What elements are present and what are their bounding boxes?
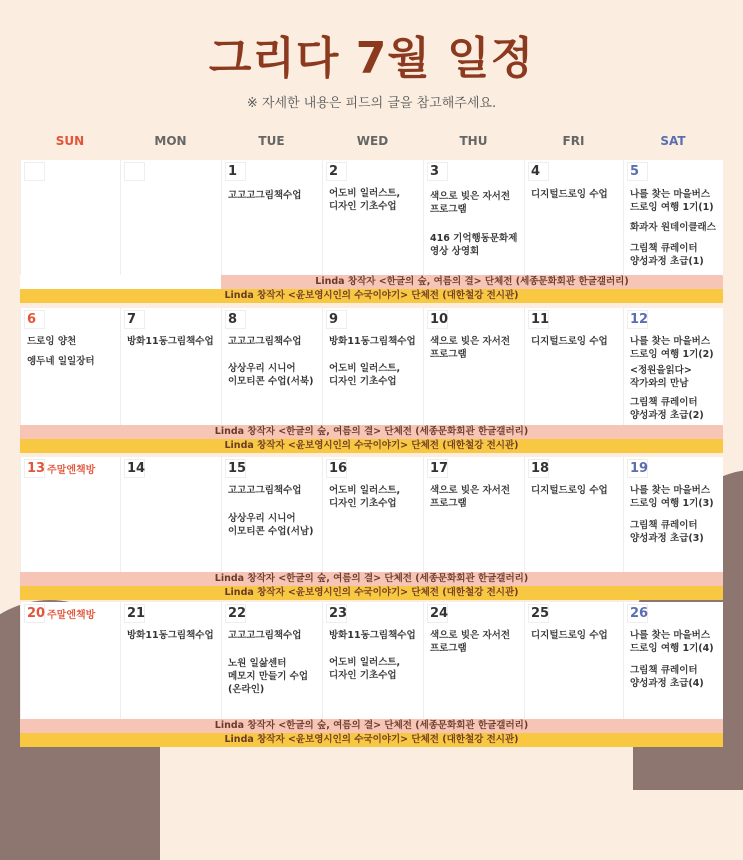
day-number: 13 <box>24 459 45 478</box>
day-tag: 주말엔책방 <box>47 610 96 621</box>
day-tag: 주말엔책방 <box>47 465 96 476</box>
exhibition-banner-pink[interactable]: Linda 창작자 <한글의 숲, 여름의 결> 단체전 (세종문화회관 한글갤러리) <box>20 572 723 586</box>
page-subtitle: ※ 자세한 내용은 피드의 글을 참고해주세요. <box>246 96 497 111</box>
calendar-day-cell[interactable] <box>322 160 424 275</box>
day-number: 17 <box>427 459 448 478</box>
event-item[interactable]: 디지털드로잉 수업 <box>531 189 608 200</box>
calendar-day-cell[interactable] <box>524 602 624 719</box>
event-item[interactable]: <정원을읽다> 작가와의 만남 <box>630 365 692 389</box>
day-number: 2 <box>326 162 347 181</box>
event-item[interactable]: 고고고그림책수업 <box>228 485 302 496</box>
calendar-day-cell[interactable] <box>221 457 323 572</box>
calendar-day-cell[interactable] <box>120 457 222 572</box>
event-item[interactable]: 그림책 큐레이터 양성과정 초급(1) <box>630 243 704 267</box>
calendar-week <box>20 308 723 453</box>
calendar-day-cell[interactable] <box>221 160 323 275</box>
event-item[interactable]: 그림책 큐레이터 양성과정 초급(3) <box>630 520 704 544</box>
calendar-day-cell[interactable] <box>20 160 121 275</box>
event-item[interactable]: 그림책 큐레이터 양성과정 초급(4) <box>630 665 704 689</box>
day-number: 5 <box>627 162 648 181</box>
day-number: 18 <box>528 459 549 478</box>
event-item[interactable]: 방화11동그림책수업 <box>127 630 214 641</box>
calendar-day-cell[interactable] <box>524 457 624 572</box>
day-number: 20 <box>24 604 45 623</box>
day-number: 16 <box>326 459 347 478</box>
day-number: 9 <box>326 310 347 329</box>
calendar-day-cell[interactable] <box>20 602 121 719</box>
calendar-day-cell[interactable] <box>120 602 222 719</box>
event-item[interactable]: 상상우리 시니어 이모티콘 수업(서북) <box>228 363 314 387</box>
event-item[interactable]: 어도비 일러스트, 디자인 기초수업 <box>329 657 401 681</box>
event-item[interactable]: 나를 찾는 마을버스 드로잉 여행 1기(4) <box>630 630 714 654</box>
event-item[interactable]: 디지털드로잉 수업 <box>531 630 608 641</box>
event-item[interactable]: 색으로 빚은 자서전 프로그램 <box>430 630 511 654</box>
calendar-day-cell[interactable] <box>20 308 121 425</box>
day-number: 23 <box>326 604 347 623</box>
event-item[interactable]: 색으로 빚은 자서전 프로그램 <box>430 336 511 360</box>
event-item[interactable]: 고고고그림책수업 <box>228 190 302 201</box>
exhibition-banner-pink[interactable]: Linda 창작자 <한글의 숲, 여름의 결> 단체전 (세종문화회관 한글갤러리) <box>221 275 723 289</box>
calendar-day-cell[interactable] <box>423 602 525 719</box>
day-number: 11 <box>528 310 549 329</box>
day-number: 26 <box>627 604 648 623</box>
event-item[interactable]: 어도비 일러스트, 디자인 기초수업 <box>329 363 401 387</box>
event-item[interactable]: 나를 찾는 마을버스 드로잉 여행 1기(2) <box>630 336 714 360</box>
day-number: 24 <box>427 604 448 623</box>
calendar-day-cell[interactable] <box>423 457 525 572</box>
calendar-week <box>20 457 723 600</box>
event-item[interactable]: 방화11동그림책수업 <box>329 336 416 347</box>
day-number: 6 <box>24 310 45 329</box>
event-item[interactable]: 방화11동그림책수업 <box>329 630 416 641</box>
event-item[interactable]: 화과자 원데이클래스 <box>630 222 716 233</box>
day-number: 19 <box>627 459 648 478</box>
day-number: 12 <box>627 310 648 329</box>
day-number: 7 <box>124 310 145 329</box>
calendar-day-cell[interactable] <box>20 457 121 572</box>
calendar-day-cell[interactable] <box>322 602 424 719</box>
calendar-day-cell[interactable] <box>524 308 624 425</box>
event-item[interactable]: 색으로 빚은 자서전 프로그램 <box>430 191 511 215</box>
dow-label-tue: TUE <box>258 134 285 148</box>
event-item[interactable]: 416 기억행동문화제 영상 상영회 <box>430 233 518 257</box>
day-number: 22 <box>225 604 246 623</box>
dow-label-mon: MON <box>154 134 187 148</box>
event-item[interactable]: 디지털드로잉 수업 <box>531 336 608 347</box>
exhibition-banner-gold[interactable]: Linda 창작자 <윤보영시인의 수국이야기> 단체전 (대한철강 전시관) <box>20 289 723 303</box>
event-item[interactable]: 노원 일삶센터 메모지 만들기 수업 (온라인) <box>228 658 309 695</box>
calendar-day-cell[interactable] <box>322 457 424 572</box>
calendar-day-cell[interactable] <box>524 160 624 275</box>
calendar-day-cell[interactable] <box>623 457 724 572</box>
event-item[interactable]: 상상우리 시니어 이모티콘 수업(서남) <box>228 513 314 537</box>
day-number <box>24 162 45 181</box>
exhibition-banner-gold[interactable]: Linda 창작자 <윤보영시인의 수국이야기> 단체전 (대한철강 전시관) <box>20 586 723 600</box>
day-number: 3 <box>427 162 448 181</box>
calendar-day-cell[interactable] <box>423 160 525 275</box>
event-item[interactable]: 나를 찾는 마을버스 드로잉 여행 1기(1) <box>630 189 714 213</box>
calendar-day-cell[interactable] <box>623 160 724 275</box>
dow-label-sun: SUN <box>55 134 85 148</box>
exhibition-banner-pink[interactable]: Linda 창작자 <한글의 숲, 여름의 결> 단체전 (세종문화회관 한글갤러리) <box>20 719 723 733</box>
event-item[interactable]: 나를 찾는 마을버스 드로잉 여행 1기(3) <box>630 485 714 509</box>
calendar-day-cell[interactable] <box>120 308 222 425</box>
day-number: 10 <box>427 310 448 329</box>
calendar-week <box>20 602 723 747</box>
calendar-week <box>20 160 723 303</box>
day-number: 14 <box>124 459 145 478</box>
event-item[interactable]: 고고고그림책수업 <box>228 630 302 641</box>
event-item[interactable]: 고고고그림책수업 <box>228 336 302 347</box>
day-number: 25 <box>528 604 549 623</box>
dow-label-thu: THU <box>459 134 488 148</box>
calendar-day-cell[interactable] <box>120 160 222 275</box>
day-number <box>124 162 145 181</box>
calendar-day-cell[interactable] <box>623 602 724 719</box>
dow-label-fri: FRI <box>562 134 585 148</box>
day-number: 21 <box>124 604 145 623</box>
event-item[interactable]: 어도비 일러스트, 디자인 기초수업 <box>329 188 401 212</box>
calendar-day-cell[interactable] <box>221 308 323 425</box>
exhibition-banner-pink[interactable]: Linda 창작자 <한글의 숲, 여름의 결> 단체전 (세종문화회관 한글갤러리) <box>20 425 723 439</box>
calendar-day-cell[interactable] <box>623 308 724 425</box>
dow-label-sat: SAT <box>660 134 686 148</box>
calendar-day-cell[interactable] <box>221 602 323 719</box>
event-item[interactable]: 디지털드로잉 수업 <box>531 485 608 496</box>
day-number: 4 <box>528 162 549 181</box>
event-item[interactable]: 색으로 빚은 자서전 프로그램 <box>430 485 511 509</box>
calendar-day-cell[interactable] <box>423 308 525 425</box>
dow-label-wed: WED <box>356 134 389 148</box>
calendar-day-cell[interactable] <box>322 308 424 425</box>
day-number: 8 <box>225 310 246 329</box>
exhibition-banner-gold[interactable]: Linda 창작자 <윤보영시인의 수국이야기> 단체전 (대한철강 전시관) <box>20 733 723 747</box>
event-item[interactable]: 엥두네 일일장터 <box>27 356 95 367</box>
page-title: 그리다 7월 일정 <box>208 33 535 84</box>
event-item[interactable]: 그림책 큐레이터 양성과정 초급(2) <box>630 397 704 421</box>
day-number: 1 <box>225 162 246 181</box>
event-item[interactable]: 어도비 일러스트, 디자인 기초수업 <box>329 485 401 509</box>
exhibition-banner-gold[interactable]: Linda 창작자 <윤보영시인의 수국이야기> 단체전 (대한철강 전시관) <box>20 439 723 453</box>
event-item[interactable]: 방화11동그림책수업 <box>127 336 214 347</box>
event-item[interactable]: 드로잉 양천 <box>27 336 77 347</box>
day-number: 15 <box>225 459 246 478</box>
